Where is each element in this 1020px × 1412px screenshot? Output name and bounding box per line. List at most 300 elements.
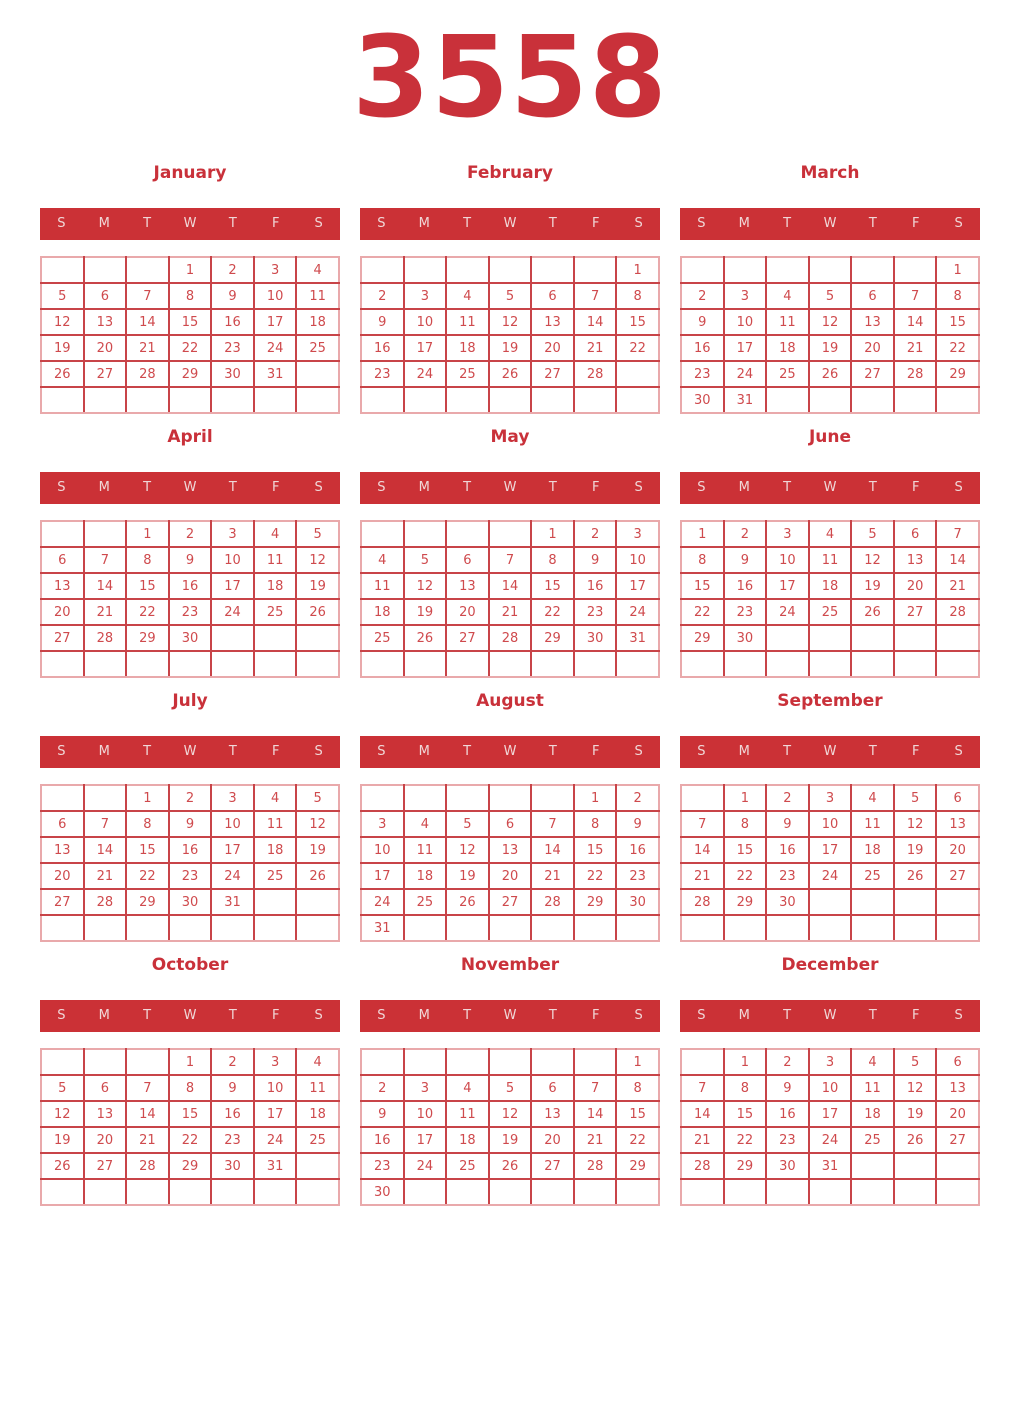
date-cell: 26 <box>489 361 532 387</box>
date-cell: 31 <box>361 915 404 941</box>
date-cell: 1 <box>936 257 979 283</box>
date-cell: 1 <box>616 257 659 283</box>
date-cell: 18 <box>766 335 809 361</box>
empty-cell <box>894 1153 937 1179</box>
empty-cell <box>489 651 532 677</box>
empty-cell <box>766 651 809 677</box>
date-cell: 20 <box>851 335 894 361</box>
week-row <box>41 335 339 361</box>
date-cell: 14 <box>84 837 127 863</box>
weekday-label: S <box>697 744 706 759</box>
date-cell: 27 <box>936 863 979 889</box>
weekday-label: T <box>228 744 237 759</box>
date-cell: 30 <box>574 625 617 651</box>
date-cell: 10 <box>724 309 767 335</box>
date-cell: 19 <box>851 573 894 599</box>
date-cell: 9 <box>766 1075 809 1101</box>
date-cell: 2 <box>211 1049 254 1075</box>
date-cell: 17 <box>361 863 404 889</box>
weekday-label: T <box>548 216 557 231</box>
empty-cell <box>41 521 84 547</box>
empty-cell <box>404 521 447 547</box>
date-cell: 6 <box>446 547 489 573</box>
empty-cell <box>84 387 127 413</box>
date-cell: 9 <box>766 811 809 837</box>
week-row <box>361 651 659 677</box>
date-cell: 12 <box>809 309 852 335</box>
month-block <box>360 688 660 942</box>
date-cell: 29 <box>169 1153 212 1179</box>
date-cell: 18 <box>446 335 489 361</box>
weekday-label: T <box>548 744 557 759</box>
month-grid <box>680 1048 980 1206</box>
empty-cell <box>41 387 84 413</box>
empty-cell <box>404 1049 447 1075</box>
empty-cell <box>574 1049 617 1075</box>
week-row <box>361 1179 659 1205</box>
date-cell: 3 <box>809 1049 852 1075</box>
date-cell: 2 <box>211 257 254 283</box>
date-cell: 26 <box>894 1127 937 1153</box>
date-cell: 1 <box>169 257 212 283</box>
empty-cell <box>446 257 489 283</box>
weekday-label: T <box>868 744 877 759</box>
week-row <box>361 283 659 309</box>
week-row <box>41 1127 339 1153</box>
weekday-label: T <box>228 480 237 495</box>
date-cell: 16 <box>574 573 617 599</box>
date-cell: 14 <box>489 573 532 599</box>
weekday-label: F <box>591 1008 600 1023</box>
empty-cell <box>936 915 979 941</box>
date-cell: 28 <box>936 599 979 625</box>
date-cell: 13 <box>489 837 532 863</box>
date-cell: 12 <box>296 811 339 837</box>
weekday-label: F <box>911 744 920 759</box>
date-cell: 28 <box>84 889 127 915</box>
date-cell: 17 <box>404 1127 447 1153</box>
empty-cell <box>254 889 297 915</box>
date-cell: 20 <box>446 599 489 625</box>
empty-cell <box>126 387 169 413</box>
date-cell: 3 <box>616 521 659 547</box>
date-cell: 18 <box>296 1101 339 1127</box>
date-cell: 6 <box>851 283 894 309</box>
date-cell: 3 <box>724 283 767 309</box>
empty-cell <box>809 387 852 413</box>
date-cell: 2 <box>766 1049 809 1075</box>
date-cell: 7 <box>894 283 937 309</box>
week-row <box>361 257 659 283</box>
date-cell: 7 <box>84 547 127 573</box>
date-cell: 26 <box>296 863 339 889</box>
date-cell: 29 <box>724 889 767 915</box>
date-cell: 11 <box>446 309 489 335</box>
date-cell: 4 <box>446 1075 489 1101</box>
empty-cell <box>574 387 617 413</box>
date-cell: 18 <box>254 837 297 863</box>
empty-cell <box>361 651 404 677</box>
empty-cell <box>574 915 617 941</box>
week-row <box>681 915 979 941</box>
date-cell: 24 <box>211 599 254 625</box>
date-cell: 5 <box>489 283 532 309</box>
weekday-label: W <box>823 1008 837 1023</box>
empty-cell <box>296 361 339 387</box>
date-cell: 13 <box>41 573 84 599</box>
week-row <box>361 1153 659 1179</box>
date-cell: 18 <box>809 573 852 599</box>
date-cell: 7 <box>84 811 127 837</box>
month-grid <box>360 520 660 678</box>
weekday-label: F <box>591 480 600 495</box>
empty-cell <box>531 257 574 283</box>
date-cell: 3 <box>404 1075 447 1101</box>
date-cell: 1 <box>169 1049 212 1075</box>
date-cell: 28 <box>126 1153 169 1179</box>
date-cell: 12 <box>894 811 937 837</box>
weekday-label: T <box>783 1008 792 1023</box>
date-cell: 28 <box>894 361 937 387</box>
date-cell: 28 <box>574 1153 617 1179</box>
week-row <box>361 915 659 941</box>
weekday-label: M <box>418 216 430 231</box>
date-cell: 10 <box>254 283 297 309</box>
week-row <box>41 387 339 413</box>
weekday-label: M <box>738 744 750 759</box>
week-row <box>41 257 339 283</box>
date-cell: 17 <box>766 573 809 599</box>
empty-cell <box>254 387 297 413</box>
weekday-label: F <box>271 744 280 759</box>
date-cell: 6 <box>41 811 84 837</box>
date-cell: 21 <box>894 335 937 361</box>
weekday-label: S <box>697 1008 706 1023</box>
date-cell: 11 <box>296 1075 339 1101</box>
date-cell: 21 <box>84 863 127 889</box>
date-cell: 27 <box>851 361 894 387</box>
weekday-label: S <box>954 1008 963 1023</box>
date-cell: 26 <box>894 863 937 889</box>
date-cell: 8 <box>724 811 767 837</box>
date-cell: 21 <box>574 335 617 361</box>
empty-cell <box>296 651 339 677</box>
date-cell: 5 <box>41 283 84 309</box>
weekday-label: T <box>463 744 472 759</box>
month-grid <box>680 256 980 414</box>
date-cell: 28 <box>531 889 574 915</box>
date-cell: 24 <box>361 889 404 915</box>
date-cell: 11 <box>446 1101 489 1127</box>
date-cell: 19 <box>894 837 937 863</box>
date-cell: 10 <box>211 811 254 837</box>
date-cell: 25 <box>404 889 447 915</box>
empty-cell <box>84 651 127 677</box>
date-cell: 31 <box>254 1153 297 1179</box>
date-cell: 6 <box>531 283 574 309</box>
date-cell: 16 <box>616 837 659 863</box>
empty-cell <box>254 1179 297 1205</box>
date-cell: 19 <box>41 335 84 361</box>
weekday-label: W <box>823 216 837 231</box>
month-block <box>40 160 340 414</box>
date-cell: 12 <box>41 1101 84 1127</box>
weekday-header-row <box>360 472 660 504</box>
date-cell: 27 <box>936 1127 979 1153</box>
date-cell: 21 <box>489 599 532 625</box>
empty-cell <box>254 625 297 651</box>
month-title: December <box>781 955 879 975</box>
date-cell: 15 <box>724 1101 767 1127</box>
date-cell: 2 <box>766 785 809 811</box>
date-cell: 4 <box>766 283 809 309</box>
weekday-label: F <box>271 216 280 231</box>
weekday-label: S <box>377 1008 386 1023</box>
date-cell: 8 <box>616 1075 659 1101</box>
weekday-header-row <box>360 736 660 768</box>
week-row <box>41 1075 339 1101</box>
week-row <box>681 863 979 889</box>
week-row <box>361 837 659 863</box>
date-cell: 17 <box>404 335 447 361</box>
empty-cell <box>404 1179 447 1205</box>
month-grid <box>360 256 660 414</box>
month-title: July <box>172 691 208 711</box>
empty-cell <box>254 915 297 941</box>
date-cell: 11 <box>361 573 404 599</box>
empty-cell <box>894 889 937 915</box>
date-cell: 4 <box>254 785 297 811</box>
week-row <box>41 889 339 915</box>
date-cell: 9 <box>169 811 212 837</box>
date-cell: 1 <box>126 521 169 547</box>
date-cell: 25 <box>361 625 404 651</box>
week-row <box>361 309 659 335</box>
date-cell: 29 <box>126 889 169 915</box>
empty-cell <box>531 1179 574 1205</box>
empty-cell <box>851 1153 894 1179</box>
date-cell: 10 <box>404 309 447 335</box>
empty-cell <box>574 1179 617 1205</box>
date-cell: 8 <box>681 547 724 573</box>
empty-cell <box>84 521 127 547</box>
week-row <box>681 283 979 309</box>
month-block <box>680 424 980 678</box>
week-row <box>681 521 979 547</box>
date-cell: 4 <box>296 257 339 283</box>
empty-cell <box>169 1179 212 1205</box>
empty-cell <box>361 387 404 413</box>
date-cell: 22 <box>681 599 724 625</box>
weekday-label: S <box>634 216 643 231</box>
date-cell: 8 <box>724 1075 767 1101</box>
week-row <box>41 785 339 811</box>
date-cell: 13 <box>531 1101 574 1127</box>
month-block <box>680 952 980 1206</box>
empty-cell <box>404 387 447 413</box>
month-title: November <box>460 955 560 975</box>
weekday-label: W <box>183 744 197 759</box>
week-row <box>361 785 659 811</box>
weekday-label: M <box>98 216 110 231</box>
week-row <box>681 257 979 283</box>
date-cell: 3 <box>211 521 254 547</box>
date-cell: 18 <box>361 599 404 625</box>
week-row <box>681 889 979 915</box>
weekday-label: F <box>271 480 280 495</box>
date-cell: 13 <box>894 547 937 573</box>
empty-cell <box>296 625 339 651</box>
date-cell: 22 <box>616 335 659 361</box>
week-row <box>41 1049 339 1075</box>
empty-cell <box>851 1179 894 1205</box>
date-cell: 5 <box>296 785 339 811</box>
date-cell: 1 <box>724 785 767 811</box>
date-cell: 3 <box>404 283 447 309</box>
date-cell: 29 <box>681 625 724 651</box>
date-cell: 15 <box>169 1101 212 1127</box>
weekday-header-row <box>40 472 340 504</box>
empty-cell <box>809 257 852 283</box>
month-title: March <box>800 163 860 183</box>
empty-cell <box>489 1179 532 1205</box>
date-cell: 27 <box>41 625 84 651</box>
month-block <box>40 688 340 942</box>
date-cell: 10 <box>361 837 404 863</box>
empty-cell <box>361 1049 404 1075</box>
empty-cell <box>531 651 574 677</box>
weekday-label: M <box>98 480 110 495</box>
date-cell: 7 <box>126 283 169 309</box>
week-row <box>41 651 339 677</box>
date-cell: 10 <box>809 811 852 837</box>
date-cell: 31 <box>809 1153 852 1179</box>
empty-cell <box>681 915 724 941</box>
empty-cell <box>616 651 659 677</box>
empty-cell <box>296 387 339 413</box>
date-cell: 23 <box>681 361 724 387</box>
weekday-label: S <box>314 744 323 759</box>
empty-cell <box>851 651 894 677</box>
date-cell: 2 <box>169 785 212 811</box>
empty-cell <box>574 257 617 283</box>
weekday-label: S <box>697 216 706 231</box>
month-title: February <box>466 163 554 183</box>
date-cell: 24 <box>211 863 254 889</box>
date-cell: 3 <box>254 257 297 283</box>
month-block <box>360 952 660 1206</box>
empty-cell <box>489 1049 532 1075</box>
empty-cell <box>724 915 767 941</box>
month-grid <box>40 520 340 678</box>
date-cell: 20 <box>936 1101 979 1127</box>
date-cell: 8 <box>936 283 979 309</box>
date-cell: 28 <box>126 361 169 387</box>
empty-cell <box>211 915 254 941</box>
week-row <box>41 283 339 309</box>
date-cell: 28 <box>681 889 724 915</box>
week-row <box>361 863 659 889</box>
empty-cell <box>894 915 937 941</box>
empty-cell <box>489 257 532 283</box>
date-cell: 24 <box>404 361 447 387</box>
date-cell: 17 <box>809 837 852 863</box>
weekday-label: W <box>823 480 837 495</box>
weekday-label: S <box>377 480 386 495</box>
date-cell: 10 <box>766 547 809 573</box>
weekday-label: M <box>418 744 430 759</box>
date-cell: 26 <box>296 599 339 625</box>
empty-cell <box>296 889 339 915</box>
date-cell: 20 <box>84 1127 127 1153</box>
date-cell: 25 <box>446 361 489 387</box>
empty-cell <box>809 889 852 915</box>
date-cell: 26 <box>851 599 894 625</box>
date-cell: 5 <box>41 1075 84 1101</box>
empty-cell <box>296 1153 339 1179</box>
date-cell: 6 <box>894 521 937 547</box>
week-row <box>361 811 659 837</box>
empty-cell <box>361 785 404 811</box>
weekday-header-row <box>680 208 980 240</box>
week-row <box>41 573 339 599</box>
week-row <box>681 361 979 387</box>
empty-cell <box>211 625 254 651</box>
date-cell: 23 <box>724 599 767 625</box>
weekday-label: S <box>314 480 323 495</box>
date-cell: 17 <box>724 335 767 361</box>
date-cell: 2 <box>361 1075 404 1101</box>
empty-cell <box>126 651 169 677</box>
date-cell: 17 <box>616 573 659 599</box>
date-cell: 17 <box>254 1101 297 1127</box>
week-row <box>681 837 979 863</box>
date-cell: 1 <box>574 785 617 811</box>
date-cell: 1 <box>724 1049 767 1075</box>
date-cell: 25 <box>851 863 894 889</box>
date-cell: 30 <box>169 625 212 651</box>
empty-cell <box>681 1179 724 1205</box>
weekday-label: T <box>143 216 152 231</box>
empty-cell <box>531 915 574 941</box>
date-cell: 13 <box>41 837 84 863</box>
week-row <box>681 309 979 335</box>
empty-cell <box>446 651 489 677</box>
date-cell: 14 <box>894 309 937 335</box>
weekday-label: T <box>783 744 792 759</box>
date-cell: 4 <box>361 547 404 573</box>
date-cell: 9 <box>574 547 617 573</box>
month-grid <box>40 256 340 414</box>
empty-cell <box>489 521 532 547</box>
weekday-label: T <box>868 1008 877 1023</box>
week-row <box>681 547 979 573</box>
week-row <box>361 599 659 625</box>
date-cell: 15 <box>724 837 767 863</box>
date-cell: 1 <box>681 521 724 547</box>
date-cell: 5 <box>851 521 894 547</box>
date-cell: 19 <box>809 335 852 361</box>
date-cell: 11 <box>809 547 852 573</box>
date-cell: 21 <box>126 335 169 361</box>
weekday-label: F <box>911 480 920 495</box>
date-cell: 6 <box>489 811 532 837</box>
date-cell: 10 <box>404 1101 447 1127</box>
date-cell: 27 <box>84 1153 127 1179</box>
empty-cell <box>296 1179 339 1205</box>
empty-cell <box>489 915 532 941</box>
empty-cell <box>809 915 852 941</box>
